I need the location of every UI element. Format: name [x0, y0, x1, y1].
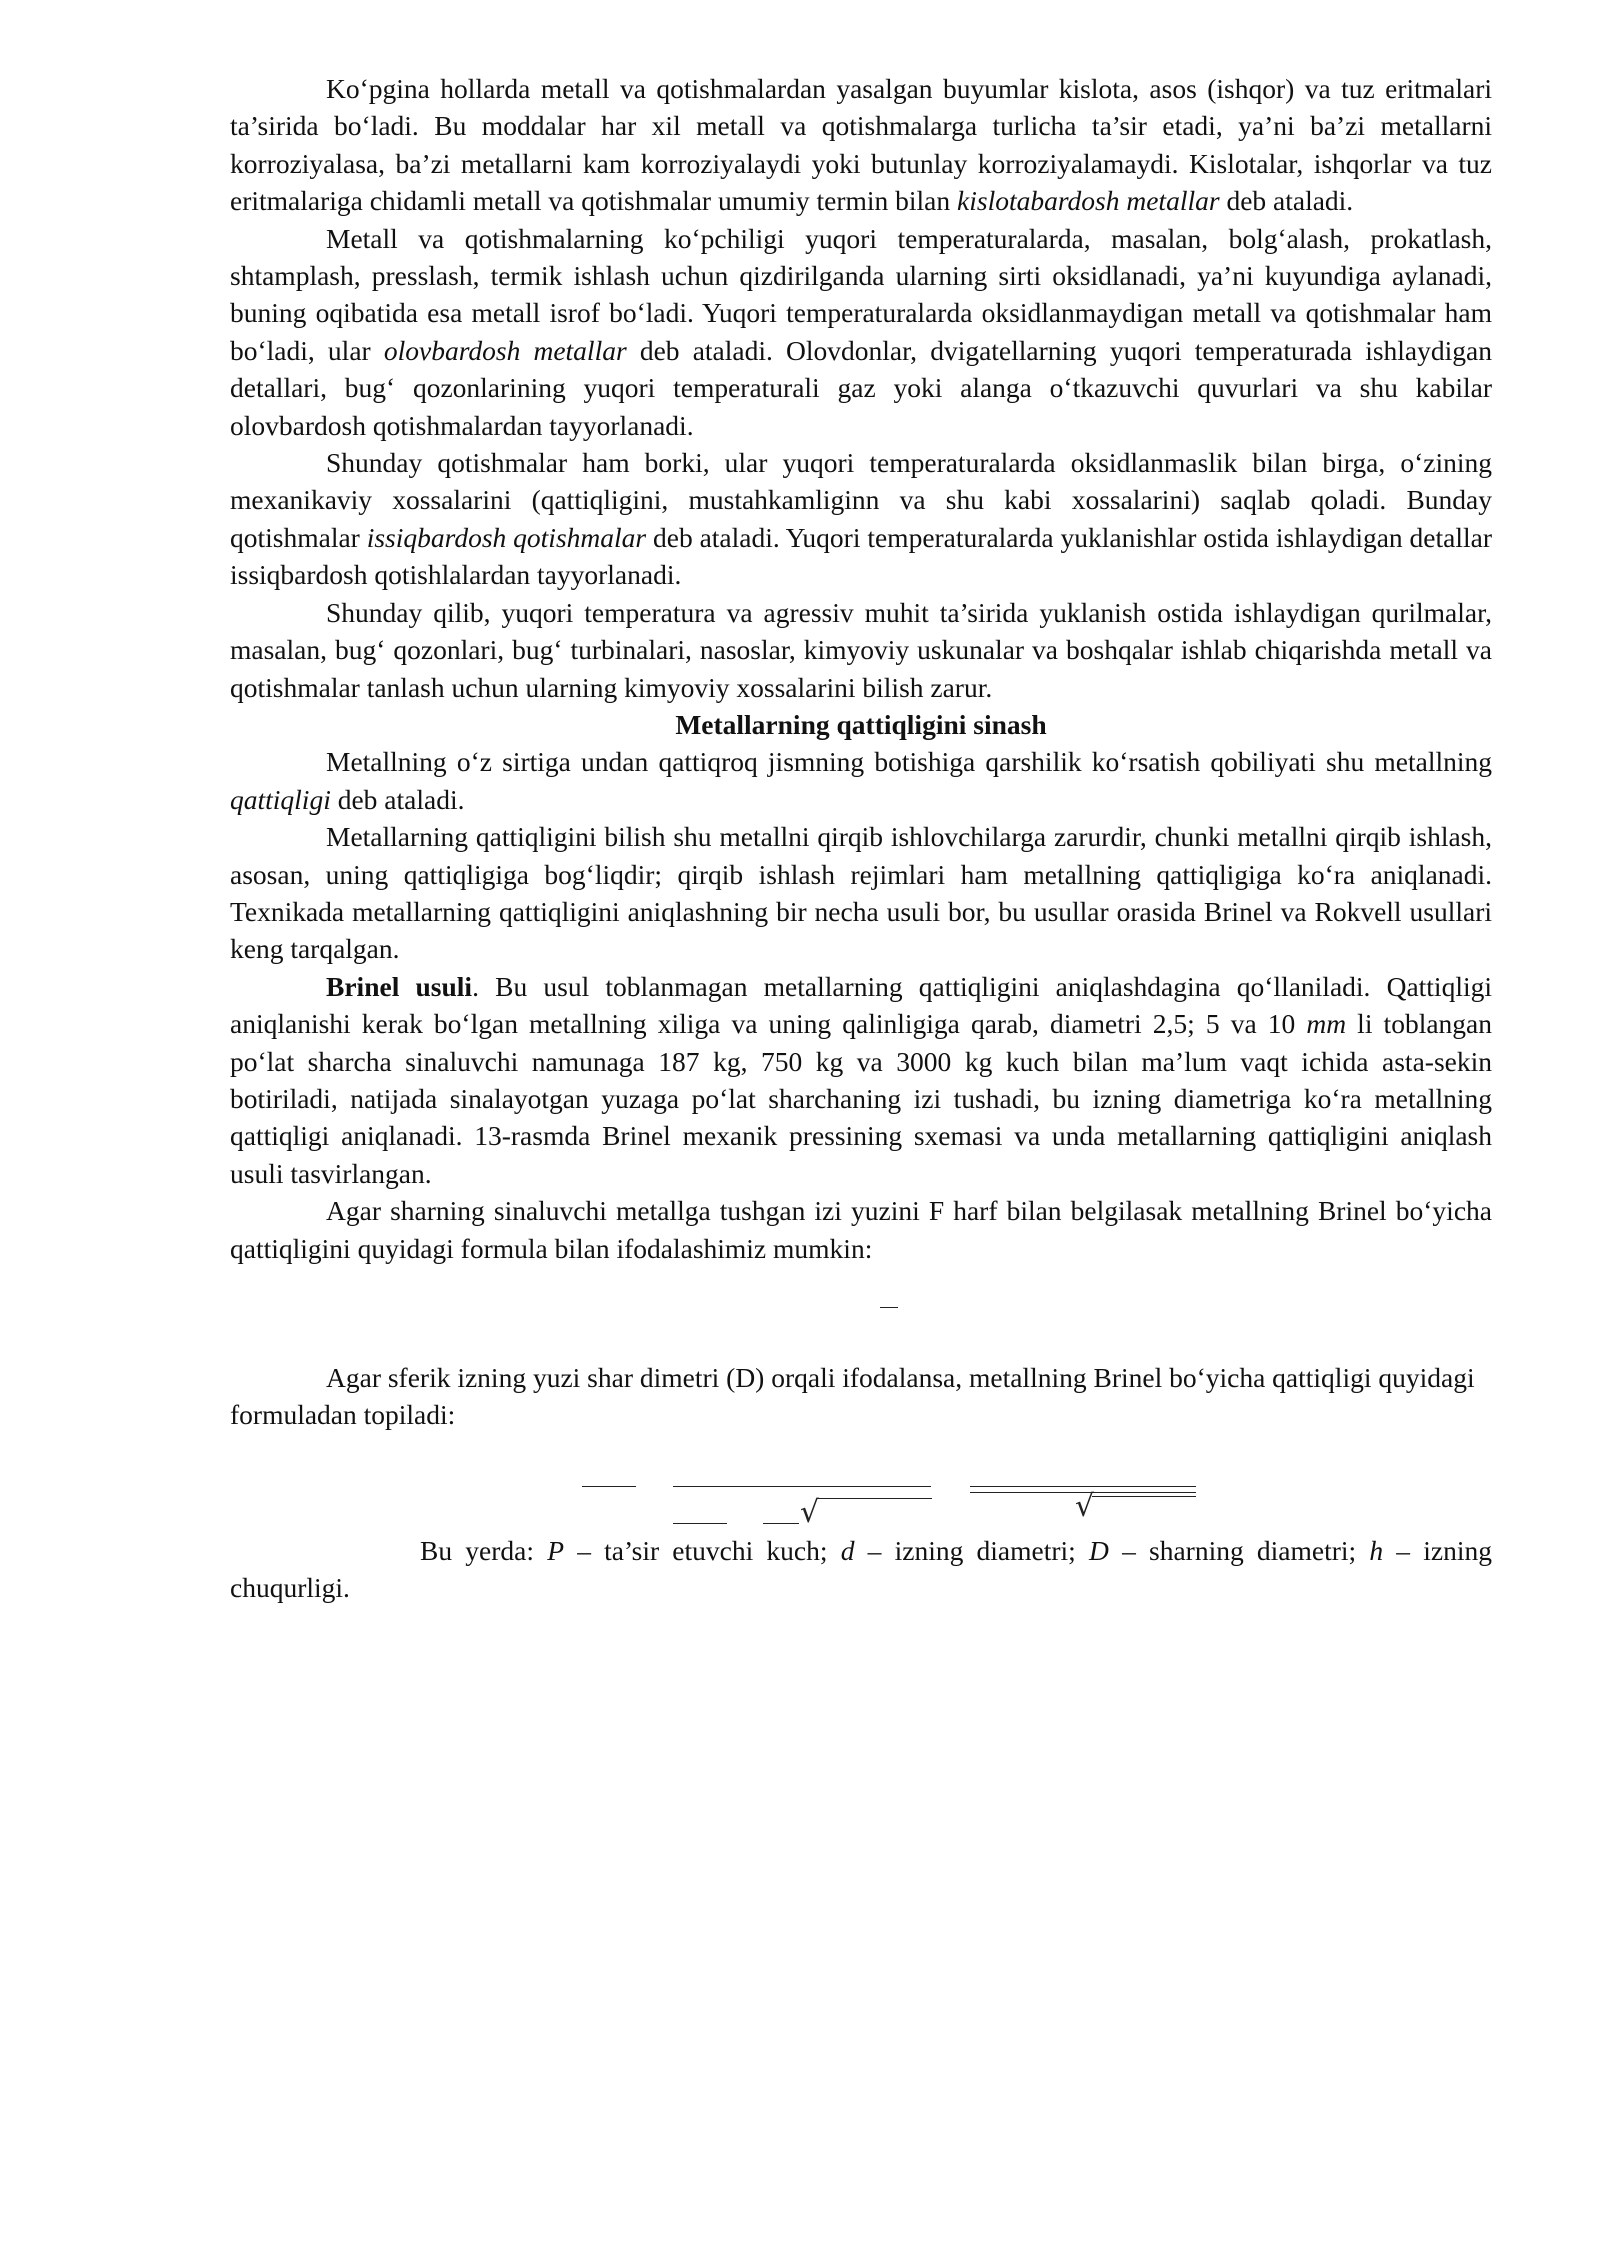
- brinel-usuli-label: Brinel usuli: [326, 970, 473, 1002]
- section-heading: Metallarning qattiqligini sinash: [675, 708, 1047, 740]
- paragraph-1-text: Ko‘pgina hollarda metall va qotishmalardan yasalgan buyumlar kislota, asos (ishqor) va tuz eritmalari ta’sirida bo‘ladi. Bu moddalar har xil metall va qotishmalarga turlicha ta’sir etadi, ya’ni ba’zi metallarni korroziyalasa, ba’zi metallarni kam korroziyalaydi yoki butunlay korroziyalamaydi. Kislotalar, ishqorlar va tuz eritmalariga chidamli metall va qotishmalar umumiy termin bilan: [230, 73, 1492, 217]
- paragraph-10-f: – izning chuqurligi.: [230, 1534, 1492, 1604]
- formula-2-bar-4: [673, 1523, 727, 1524]
- paragraph-1: [230, 70, 1492, 220]
- term-issiqbardosh: issiqbardosh qotishmalar: [366, 521, 647, 553]
- paragraph-7-end: li toblangan po‘lat sharcha sinaluvchi namunaga 187 kg, 750 kg va 3000 kg kuch bilan ma’lum vaqt ichida asta-sekin botiriladi, natijada sinalayotgan yuzaga po‘lat sharchaning izi tushadi, bu izning diametriga ko‘ra metallning qattiqligi aniqlanadi. 13-rasmda Brinel mexanik pressining sxemasi va unda metallarning qattiqligini aniqlash usuli tasvirlangan.: [230, 1008, 1492, 1189]
- formula-brinel-diameter: [230, 1434, 1492, 1532]
- paragraph-10-e: – sharning diametri;: [1108, 1534, 1370, 1566]
- paragraph-8: Agar sharning sinaluvchi metallga tushgan izi yuzini F harf bilan belgilasak metallning Brinel bo‘yicha qattiqligini quyidagi formula bilan ifodalashimiz mumkin:: [230, 1195, 1492, 1264]
- paragraph-3-text: Shunday qotishmalar ham borki, ular yuqori temperaturalarda oksidlanmaslik bilan birga, o‘zining mexanikaviy xossalarini (qattiqligini, mustahkamliginn va shu kabi xossalarini) saqlab qoladi. Bunday qotishmalar: [230, 447, 1492, 553]
- paragraph-7-text: . Bu usul toblanmagan metallarning qattiqligini aniqlashdagina qo‘llaniladi. Qattiqligi aniqlanishi kerak bo‘lgan metallning xiliga va uning qalinligiga qarab, diametri 2,5; 5 va 10: [230, 970, 1492, 1040]
- sqrt-icon: √: [1075, 1488, 1095, 1524]
- paragraph-2-text: Metall va qotishmalarning ko‘pchiligi yuqori temperaturalarda, masalan, bolg‘alash, prokatlash, shtamplash, presslash, termik ishlash uchun qizdirilganda ularning sirti oksidlanadi, ya’ni kuyundiga aylanadi, buning oqibatida esa metall isrof bo‘ladi. Yuqori temperaturalarda oksidlanmaydigan metall va qotishmalar ham bo‘ladi, ular: [230, 222, 1492, 366]
- symbol-D: D: [1089, 1534, 1109, 1566]
- paragraph-7: [230, 968, 1492, 1192]
- formula-brinel-area: [230, 1267, 1492, 1359]
- paragraph-5-text: Metallning o‘z sirtiga undan qattiqroq jismning botishiga qarshilik ko‘rsatish qobiliyati shu metallning: [326, 746, 1492, 778]
- formula-1-fraction-bar: [880, 1307, 898, 1308]
- formula-2-bar-1: [582, 1486, 636, 1487]
- document-body: [230, 70, 1492, 1607]
- formula-2-bar-2: [673, 1486, 931, 1487]
- paragraph-6: Metallarning qattiqligini bilish shu metallni qirqib ishlovchilarga zarurdir, chunki metallni qirqib ishlash, asosan, uning qattiqligiga bog‘liqdir; qirqib ishlash rejimlari ham metallning qattiqligiga ko‘ra aniqlanadi. Texnikada metallarning qattiqligini aniqlashning bir necha usuli bor, bu usullar orasida Brinel va Rokvell usullari keng tarqalgan.: [230, 821, 1492, 965]
- paragraph-1-end: deb ataladi.: [1219, 185, 1354, 217]
- term-kislotabardosh: kislotabardosh metallar: [957, 185, 1220, 217]
- paragraph-3-end: deb ataladi. Yuqori temperaturalarda yuklanishlar ostida ishlaydigan detallar issiqbardosh qotishlalardan tayyorlanadi.: [230, 521, 1492, 591]
- term-qattiqligi: qattiqligi: [230, 783, 331, 815]
- formula-2-radical-bar-1: [818, 1498, 932, 1499]
- symbol-P: P: [547, 1534, 564, 1566]
- paragraph-5-end: deb ataladi.: [330, 783, 465, 815]
- formula-2-bar-5: [763, 1523, 799, 1524]
- paragraph-3: [230, 444, 1492, 594]
- paragraph-4: Shunday qilib, yuqori temperatura va agressiv muhit ta’sirida yuklanish ostida ishlaydigan qurilmalar, masalan, bug‘ qozonlari, bug‘ turbinalari, nasoslar, kimyoviy uskunalar va boshqalar ishlab chiqarishda metall va qotishmalar tanlash uchun ularning kimyoviy xossalarini bilish zarur.: [230, 596, 1492, 703]
- symbol-d: d: [840, 1534, 855, 1566]
- paragraph-9: Agar sferik izning yuzi shar dimetri (D) orqali ifodalansa, metallning Brinel bo‘yicha qattiqligi quyidagi formuladan topiladi:: [230, 1362, 1475, 1431]
- formula-2-radical-bar-2: [1092, 1496, 1196, 1497]
- term-olovbardosh: olovbardosh metallar: [383, 334, 627, 366]
- sqrt-icon: √: [800, 1494, 820, 1530]
- symbol-h: h: [1369, 1534, 1384, 1566]
- formula-2-bar-3: [970, 1486, 1196, 1487]
- paragraph-5: [230, 743, 1492, 818]
- unit-mm: mm: [1306, 1008, 1347, 1040]
- paragraph-2-end: deb ataladi. Olovdonlar, dvigatellarning yuqori temperaturada ishlaydigan detallari, bug‘ qozonlarining yuqori temperaturali gaz yoki alanga o‘tkazuvchi quvurlari va shu kabilar olovbardosh qotishmalardan tayyorlanadi.: [230, 334, 1492, 441]
- paragraph-2: [230, 220, 1492, 444]
- paragraph-10: [230, 1532, 1492, 1607]
- paragraph-10-a: Bu yerda:: [420, 1534, 548, 1566]
- paragraph-10-b: – ta’sir etuvchi kuch;: [564, 1534, 841, 1566]
- paragraph-10-c: – izning diametri;: [854, 1534, 1089, 1566]
